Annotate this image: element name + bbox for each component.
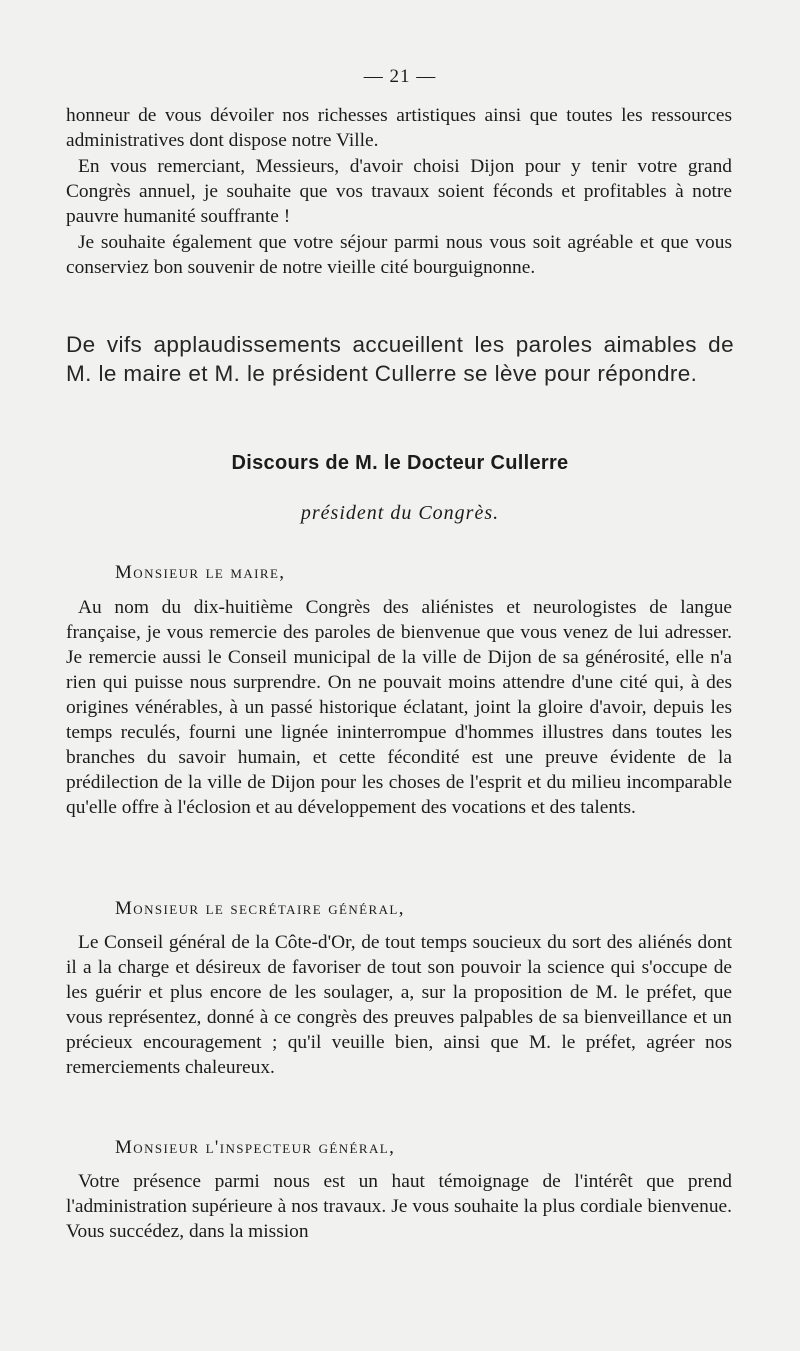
paragraph-secretary: Le Conseil général de la Côte-d'Or, de tout temps soucieux du sort des aliénés dont il a la charge et désireux de favoriser de tout son pouvoir la science qui s'occupe de les guérir et plus encore de les soulager, a, sur la proposition de M. le préfet, que vous représentez, donné à ce congrès des preuves palpables de sa bienveillance et un précieux encouragement ; qu'il veuille bien, ainsi que M. le préfet, agréer nos remerciements chaleureux.	[66, 932, 732, 1078]
paragraph-thanks: En vous remerciant, Messieurs, d'avoir choisi Dijon pour y tenir votre grand Congrès annuel, je souhaite que vos travaux soient féconds et profitables à notre pauvre humanité souffrante !	[66, 156, 732, 227]
paragraph-artistic-riches: honneur de vous dévoiler nos richesses artistiques ainsi que toutes les ressources administratives dont dispose notre Ville.	[66, 105, 732, 151]
paragraph-wishes: Je souhaite également que votre séjour parmi nous vous soit agréable et que vous conserviez bon souvenir de notre vieille cité bourguignonne.	[66, 232, 732, 278]
speech-heading: Discours de M. le Docteur Cullerre	[231, 452, 569, 474]
page-number: — 21 —	[363, 66, 437, 87]
salutation-inspector: Monsieur l'inspecteur général,	[115, 1137, 396, 1158]
speech-subtitle: président du Congrès.	[300, 502, 500, 524]
paragraph-mayor: Au nom du dix-huitième Congrès des aliénistes et neurologistes de langue française, je vous remercie des paroles de bienvenue que vous venez de lui adresser. Je remercie aussi le Conseil municipal de la ville de Dijon de sa générosité, elle n'a rien qui puisse nous surprendre. On ne pouvait moins attendre d'une cité qui, à des origines vénérables, à un passé historique éclatant, joint la gloire d'avoir, depuis les temps reculés, fourni une lignée ininterrompue d'hommes illustres dans toutes les branches du savoir humain, et cette fécondité est une preuve évidente de la prédilection de la ville de Dijon pour les choses de l'esprit et du milieu incomparable qu'elle offre à l'éclosion et au développement des vocations et des talents.	[66, 597, 732, 818]
paragraph-inspector: Votre présence parmi nous est un haut témoignage de l'intérêt que prend l'administration supérieure à nos travaux. Je vous souhaite la plus cordiale bienvenue. Vous succédez, dans la mission	[66, 1171, 732, 1242]
paragraph-applause: De vifs applaudissements accueillent les paroles aimables de M. le maire et M. le président Cullerre se lève pour répondre.	[66, 332, 734, 386]
salutation-secretary: Monsieur le secrétaire général,	[115, 898, 405, 919]
salutation-mayor: Monsieur le maire,	[115, 562, 286, 583]
